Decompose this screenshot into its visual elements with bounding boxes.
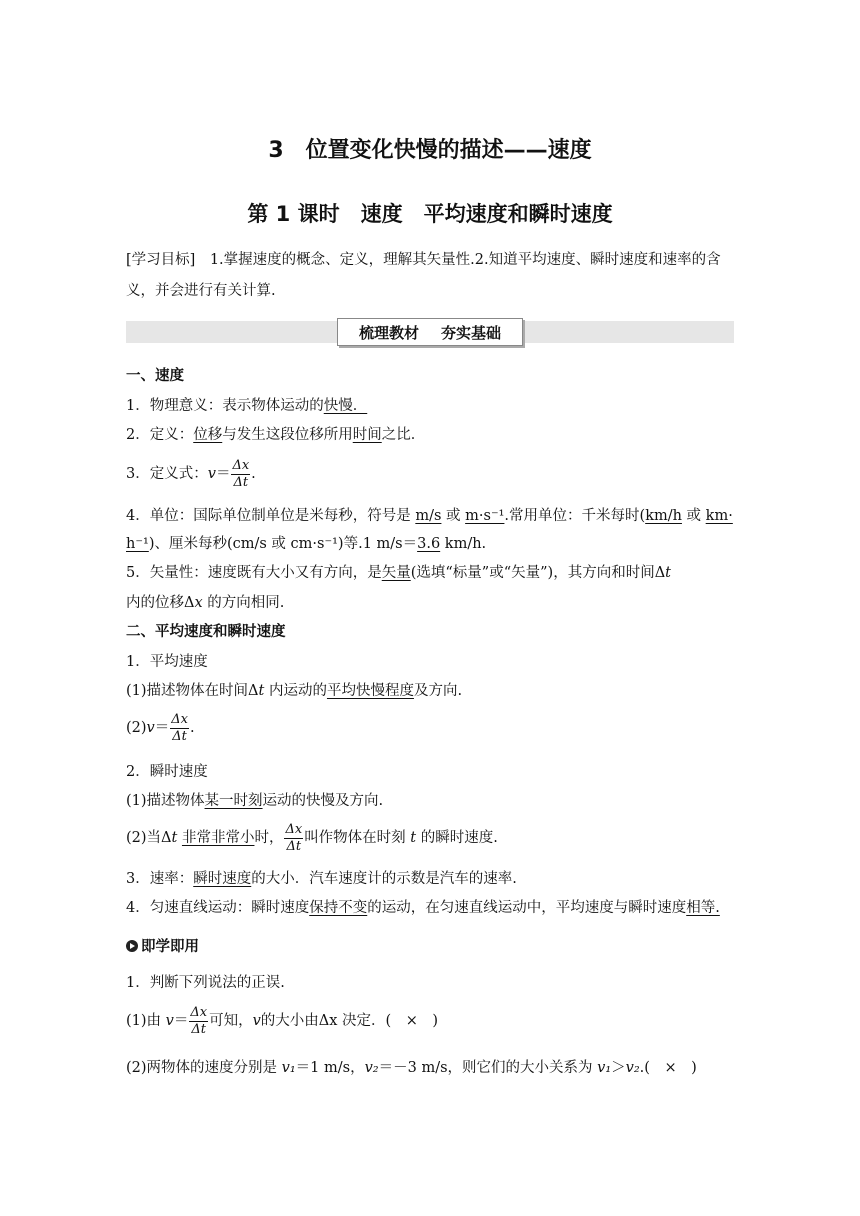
text: .常用单位：千米每时(: [504, 508, 646, 524]
text: km/h.: [440, 536, 487, 552]
section-banner: [337, 318, 523, 346]
text: 可知，: [209, 1013, 253, 1029]
text: (2): [126, 720, 147, 736]
speed-item-3: [126, 456, 256, 492]
avg-speed-item-2: [126, 710, 195, 746]
fraction: [231, 458, 250, 491]
text: 1．物理意义：表示物体运动的: [126, 398, 324, 414]
section-heading-speed: 一、速度: [126, 368, 184, 384]
practice-heading-label: 即学即用: [141, 939, 199, 955]
speed-rate-item: [126, 869, 517, 889]
velocity-symbol: v: [146, 720, 155, 736]
text: 5．矢量性：速度既有大小又有方向，是: [126, 565, 382, 581]
velocity-symbol: v₂: [625, 1060, 640, 1076]
variable-t: t: [410, 830, 417, 846]
learning-goals-line-1: [学习目标] 1.掌握速度的概念、定义，理解其矢量性.2.知道平均速度、瞬时速度和速率的含: [126, 252, 721, 268]
text: 与发生这段位移所用: [222, 427, 353, 443]
text: 叫作物体在时刻: [304, 830, 411, 846]
text: 4．单位：国际单位制单位是米每秒，符号是: [126, 508, 416, 524]
text: (2)两物体的速度分别是: [126, 1060, 282, 1076]
answer-blank: 位移: [193, 427, 223, 443]
speed-item-1: [126, 396, 367, 416]
answer-blank: 时间: [352, 427, 382, 443]
speed-item-5: [126, 563, 671, 583]
text: 运动的快慢及方向.: [262, 793, 384, 809]
text: 内运动的: [264, 683, 327, 699]
answer-blank: km·: [705, 508, 733, 524]
numerator: Δx: [232, 457, 250, 473]
answer-blank: m·s⁻¹: [465, 508, 505, 524]
answer-blank: 相等.: [686, 900, 720, 916]
speed-item-2: [126, 425, 425, 445]
text: (1)由: [126, 1013, 166, 1029]
practice-heading: [126, 937, 199, 957]
inst-speed-item-2: [126, 820, 498, 856]
text: (选填“标量”或“矢量”)，其方向和时间Δ: [410, 565, 666, 581]
banner-right-label: 夯实基础: [441, 323, 502, 342]
variable-x: x: [194, 595, 203, 611]
text: 的大小．汽车速度计的示数是汽车的速率.: [251, 871, 517, 887]
page-title: 3 位置变化快慢的描述——速度: [268, 138, 592, 163]
inst-speed-heading: 2．瞬时速度: [126, 764, 208, 780]
numerator: Δx: [190, 1004, 208, 1020]
learning-goals-line-2: 义，并会进行有关计算.: [126, 283, 276, 299]
avg-speed-heading: 1．平均速度: [126, 654, 208, 670]
numerator: Δx: [171, 711, 188, 727]
inst-speed-item-1: [126, 791, 383, 811]
denominator: Δt: [172, 728, 187, 744]
text: 的瞬时速度.: [416, 830, 498, 846]
text: ＞: [611, 1060, 626, 1076]
fraction: [170, 712, 189, 745]
answer-blank: 平均快慢程度: [326, 683, 414, 699]
text: .: [189, 720, 195, 736]
banner-left-label: 梳理教材: [358, 323, 419, 342]
answer-blank: 矢量: [381, 565, 411, 581]
answer-blank: km/h: [645, 508, 682, 524]
velocity-symbol: v₁: [281, 1060, 296, 1076]
variable-t: t: [258, 683, 265, 699]
denominator: Δt: [233, 474, 249, 490]
section-heading-avg-inst: 二、平均速度和瞬时速度: [126, 624, 286, 640]
text: 时，: [254, 830, 284, 846]
text: 3．速率：: [126, 871, 194, 887]
text: 或: [681, 508, 706, 524]
answer-blank: 保持不变: [309, 900, 368, 916]
text: (1)描述物体在时间Δ: [126, 683, 259, 699]
answer-blank: 非常非常小: [181, 830, 255, 846]
avg-speed-item-1: [126, 681, 462, 701]
text: ＝1 m/s，: [295, 1060, 365, 1076]
velocity-symbol: v₂: [364, 1060, 379, 1076]
equals-sign: ＝: [173, 1013, 189, 1029]
practice-item-2: [126, 1058, 697, 1078]
text: 之比．: [381, 427, 426, 443]
velocity-symbol: v: [165, 1013, 174, 1029]
velocity-symbol: v₁: [597, 1060, 612, 1076]
speed-item-4: [126, 506, 733, 526]
practice-question: 1．判断下列说法的正误.: [126, 975, 285, 991]
answer-blank: 快慢．: [323, 398, 368, 414]
text: 内的位移Δ: [126, 595, 195, 611]
text: 3．定义式：: [126, 466, 208, 482]
variable-t: t: [665, 565, 671, 581]
practice-item-1: [126, 1003, 438, 1039]
text: .( × ): [639, 1060, 697, 1076]
fraction: [284, 822, 303, 855]
fraction: [189, 1005, 208, 1038]
equals-sign: ＝: [154, 720, 170, 736]
text: .: [251, 466, 256, 482]
text: 的运动，在匀速直线运动中，平均速度与瞬时速度: [367, 900, 687, 916]
variable-t: t: [171, 830, 178, 846]
text: 或: [441, 508, 466, 524]
answer-blank: h⁻¹: [126, 536, 149, 552]
answer-blank: 某一时刻: [204, 793, 263, 809]
denominator: Δt: [191, 1021, 207, 1037]
text: 的大小由Δx 决定．( × ): [260, 1013, 439, 1029]
uniform-motion-item: [126, 898, 720, 918]
speed-item-4-cont: [126, 534, 486, 554]
play-circle-icon: [126, 940, 138, 952]
numerator: Δx: [285, 821, 303, 837]
answer-blank: m/s: [415, 508, 442, 524]
velocity-symbol: v: [252, 1013, 261, 1029]
equals-sign: ＝: [215, 466, 231, 482]
velocity-symbol: v: [207, 466, 216, 482]
text: (1)描述物体: [126, 793, 205, 809]
answer-blank: 瞬时速度: [193, 871, 252, 887]
text: 4．匀速直线运动：瞬时速度: [126, 900, 310, 916]
answer-blank: 3.6: [417, 536, 441, 552]
text: 及方向.: [413, 683, 463, 699]
text: 2．定义：: [126, 427, 194, 443]
text: (2)当Δ: [126, 830, 172, 846]
text: 的方向相同.: [202, 595, 285, 611]
speed-item-5-cont: [126, 593, 284, 613]
text: )、厘米每秒(cm/s 或 cm·s⁻¹)等.1 m/s＝: [148, 536, 418, 552]
text: ＝－3 m/s，则它们的大小关系为: [378, 1060, 598, 1076]
denominator: Δt: [286, 838, 302, 854]
lesson-subtitle: 第 1 课时 速度 平均速度和瞬时速度: [247, 202, 613, 226]
